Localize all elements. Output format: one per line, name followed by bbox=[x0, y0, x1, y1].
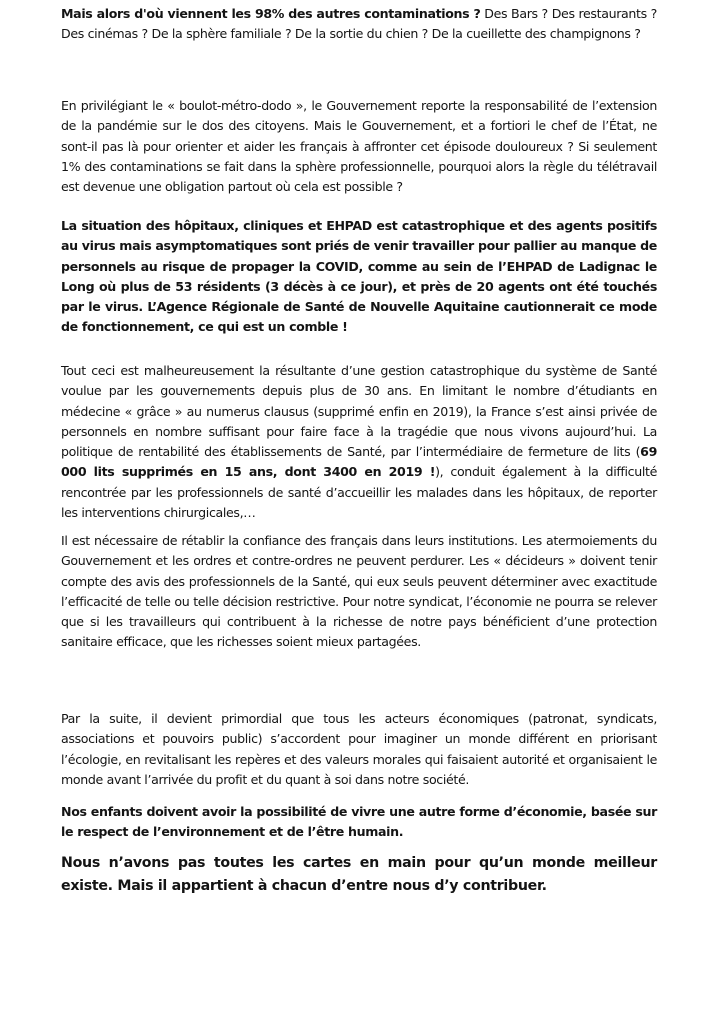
paragraph-text: Par la suite, il devient primordial que tous les acteurs économiques (patronat, syndicats, associations et pouvoirs public) s’accordent pour imaginer un monde différent en priorisant l’écologie, en revitalisant les repères et des valeurs morales qui faisaient autorité et organisaient le monde avant l’arrivée du profit et du quant à soi dans notre société. bbox=[61, 711, 657, 787]
paragraph-text-bold: La situation des hôpitaux, cliniques et EHPAD est catastrophique et des agents positifs au virus mais asymptomatiques sont priés de venir travailler pour pallier au manque de personnels au risque de propager la COVID, comme au sein de l’EHPAD de Ladignac le Long où plus de 53 résidents (3 décès à ce jour), et près de 20 agents ont été touchés par le virus. L’Agence Régionale de Santé de Nouvelle Aquitaine cautionnerait ce mode de fonctionnement, ce qui est un comble ! bbox=[61, 218, 657, 335]
paragraph-government-responsibility bbox=[61, 96, 657, 197]
paragraph-text: ), conduit également à la difficulté rencontrée par les professionnels de santé d’accueillir les malades dans les hôpitaux, de reporter les interventions chirurgicales,… bbox=[61, 464, 657, 521]
paragraph-text-bold: 69 000 lits supprimés en 15 ans, dont 3400 en 2019 ! bbox=[61, 444, 657, 480]
paragraph-closing-statement bbox=[61, 852, 657, 897]
paragraph-text: En privilégiant le « boulot-métro-dodo », le Gouvernement reporte la responsabilité de l’extension de la pandémie sur le dos des citoyens. Mais le Gouvernement, et a fortiori le chef de l’État, ne sont-il pas là pour orienter et aider les français à affronter cet épisode douloureux ? Si seulement 1% des contaminations se fait dans la sphère professionnelle, pourquoi alors la règle du télétravail est devenue une obligation partout où cela est possible ? bbox=[61, 98, 657, 195]
paragraph-text: Il est nécessaire de rétablir la confiance des français dans leurs institutions. Les atermoiements du Gouvernement et les ordres et contre-ordres ne peuvent perdurer. Les « décideurs » doivent tenir compte des avis des professionnels de la Santé, qui eux seuls peuvent déterminer avec exactitude l’efficacité de telle ou telle décision restrictive. Pour notre syndicat, l’économie ne pourra se relever que si les travailleurs qui contribuent à la richesse de notre pays bénéficient d’une protection sanitaire efficace, que les richesses soient mieux partagées. bbox=[61, 533, 657, 650]
paragraph-restore-trust bbox=[61, 531, 657, 653]
paragraph-text: Des Bars ? Des restaurants ? Des cinémas ? De la sphère familiale ? De la sortie du chien ? De la cueillette des champignons ? bbox=[61, 6, 657, 42]
paragraph-text-bold: Nous n’avons pas toutes les cartes en main pour qu’un monde meilleur existe. Mais il appartient à chacun d’entre nous d’y contribuer. bbox=[61, 855, 657, 894]
paragraph-text-bold: Mais alors d'où viennent les 98% des autres contaminations ? bbox=[61, 6, 481, 21]
paragraph-text-bold: Nos enfants doivent avoir la possibilité de vivre une autre forme d’économie, basée sur le respect de l’environnement et de l’être humain. bbox=[61, 804, 657, 840]
paragraph-children-future bbox=[61, 802, 657, 843]
paragraph-hospital-situation bbox=[61, 216, 657, 338]
paragraph-contamination-sources bbox=[61, 4, 657, 45]
paragraph-health-system-management bbox=[61, 361, 657, 523]
paragraph-economic-actors bbox=[61, 709, 657, 790]
paragraph-text: Tout ceci est malheureusement la résultante d’une gestion catastrophique du système de Santé voulue par les gouvernements depuis plus de 30 ans. En limitant le nombre d’étudiants en médecine « grâce » au numerus clausus (supprimé enfin en 2019), la France s’est ainsi privée de personnels en nombre suffisant pour faire face à la tragédie que nous vivons aujourd’hui. La politique de rentabilité des établissements de Santé, par l’intermédiaire de fermeture de lits ( bbox=[61, 363, 657, 460]
